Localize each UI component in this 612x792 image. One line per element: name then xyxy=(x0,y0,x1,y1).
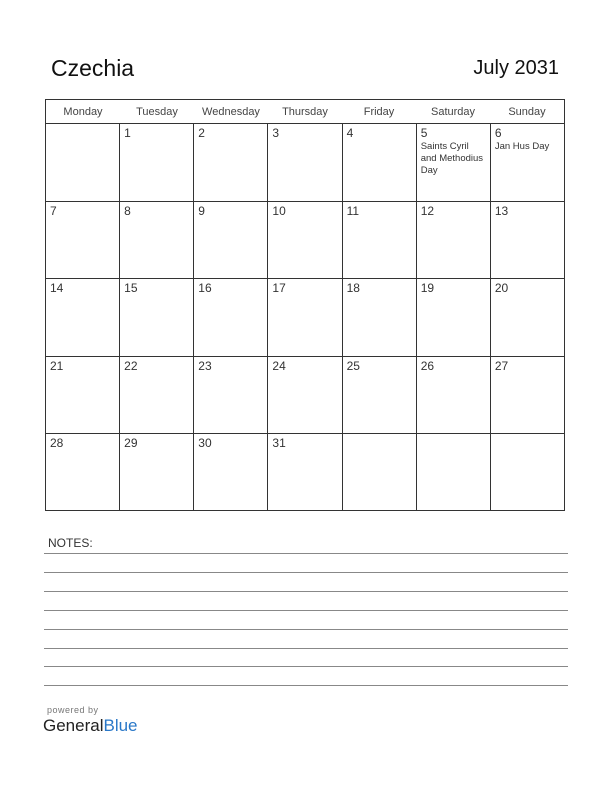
day-cell xyxy=(268,434,342,511)
day-number: 2 xyxy=(198,126,205,140)
day-cell xyxy=(491,279,564,356)
day-number: 27 xyxy=(494,358,509,373)
brand-general: General xyxy=(43,716,104,735)
day-cell xyxy=(491,357,564,434)
day-number: 6 xyxy=(494,126,502,140)
day-cell xyxy=(120,434,194,511)
weekday-header: Saturday xyxy=(430,106,476,118)
day-number: 29 xyxy=(124,436,138,451)
day-number: 1 xyxy=(124,126,131,140)
notes-line xyxy=(44,629,568,630)
day-cell xyxy=(46,202,120,279)
notes-line xyxy=(44,553,568,554)
generalblue-logo xyxy=(43,716,138,736)
day-number: 3 xyxy=(272,126,280,140)
day-number: 16 xyxy=(198,281,212,296)
day-number: 24 xyxy=(272,358,286,373)
day-number: 25 xyxy=(346,358,360,373)
day-cell xyxy=(194,279,268,356)
calendar-week-row xyxy=(46,124,564,202)
calendar-country-title: Czechia xyxy=(51,55,135,81)
day-cell xyxy=(343,357,417,434)
notes-line xyxy=(44,572,568,573)
holiday-label: Jan Hus Day xyxy=(494,141,550,152)
calendar-week-row xyxy=(46,202,564,280)
day-cell xyxy=(417,202,491,279)
day-cell xyxy=(194,434,268,511)
day-number: 17 xyxy=(272,281,286,296)
day-number: 21 xyxy=(50,358,64,373)
day-cell xyxy=(268,124,342,201)
day-cell xyxy=(46,357,120,434)
day-number: 18 xyxy=(346,281,360,296)
weekday-header: Tuesday xyxy=(136,106,178,118)
day-number: 26 xyxy=(420,358,435,373)
day-cell xyxy=(491,124,564,201)
notes-line xyxy=(44,648,568,649)
day-number: 8 xyxy=(124,203,131,218)
notes-line xyxy=(44,591,568,592)
weekday-header: Sunday xyxy=(508,106,546,118)
day-number: 31 xyxy=(272,436,286,451)
weekday-header-row xyxy=(46,100,564,124)
brand-blue: Blue xyxy=(103,716,138,735)
weekday-header: Wednesday xyxy=(202,106,260,118)
day-number: 11 xyxy=(346,203,360,218)
day-number: 5 xyxy=(420,126,428,140)
day-cell xyxy=(491,434,564,511)
day-cell xyxy=(343,279,417,356)
day-cell xyxy=(46,434,120,511)
day-cell xyxy=(491,202,564,279)
notes-line xyxy=(44,685,568,686)
calendar-week-row xyxy=(46,357,564,435)
day-cell xyxy=(46,279,120,356)
day-number: 30 xyxy=(198,436,212,451)
day-cell xyxy=(120,279,194,356)
calendar-grid xyxy=(45,99,565,511)
calendar-week-row xyxy=(46,279,564,357)
day-cell xyxy=(417,124,491,201)
day-cell xyxy=(268,202,342,279)
day-cell xyxy=(194,357,268,434)
day-cell xyxy=(120,357,194,434)
day-cell xyxy=(343,434,417,511)
day-cell xyxy=(120,202,194,279)
powered-by-text: powered by xyxy=(47,705,99,715)
day-number: 20 xyxy=(494,281,509,296)
day-number: 28 xyxy=(50,436,64,451)
day-cell xyxy=(343,124,417,201)
day-cell xyxy=(268,357,342,434)
day-number: 14 xyxy=(50,281,64,296)
day-cell xyxy=(194,202,268,279)
day-number: 10 xyxy=(272,203,286,218)
day-cell xyxy=(417,434,491,511)
day-cell xyxy=(417,279,491,356)
day-number: 4 xyxy=(346,126,354,140)
calendar-weeks xyxy=(46,124,564,511)
day-cell xyxy=(268,279,342,356)
day-number: 23 xyxy=(198,358,212,373)
weekday-header: Thursday xyxy=(282,106,328,118)
day-number: 7 xyxy=(50,203,57,218)
day-number: 12 xyxy=(420,203,435,218)
day-number: 15 xyxy=(124,281,138,296)
day-number: 13 xyxy=(494,203,509,218)
calendar-month-year: July 2031 xyxy=(473,57,559,79)
day-cell xyxy=(343,202,417,279)
notes-label: NOTES: xyxy=(48,536,93,550)
day-number: 9 xyxy=(198,203,205,218)
day-cell xyxy=(46,124,120,201)
day-number: 19 xyxy=(420,281,435,296)
holiday-label: Saints Cyril and Methodius Day xyxy=(420,141,484,176)
weekday-header: Monday xyxy=(63,106,103,118)
notes-line xyxy=(44,610,568,611)
day-cell xyxy=(194,124,268,201)
notes-line xyxy=(44,666,568,667)
day-cell xyxy=(120,124,194,201)
day-cell xyxy=(417,357,491,434)
weekday-header: Friday xyxy=(363,106,395,118)
calendar-week-row xyxy=(46,434,564,511)
day-number: 22 xyxy=(124,358,138,373)
